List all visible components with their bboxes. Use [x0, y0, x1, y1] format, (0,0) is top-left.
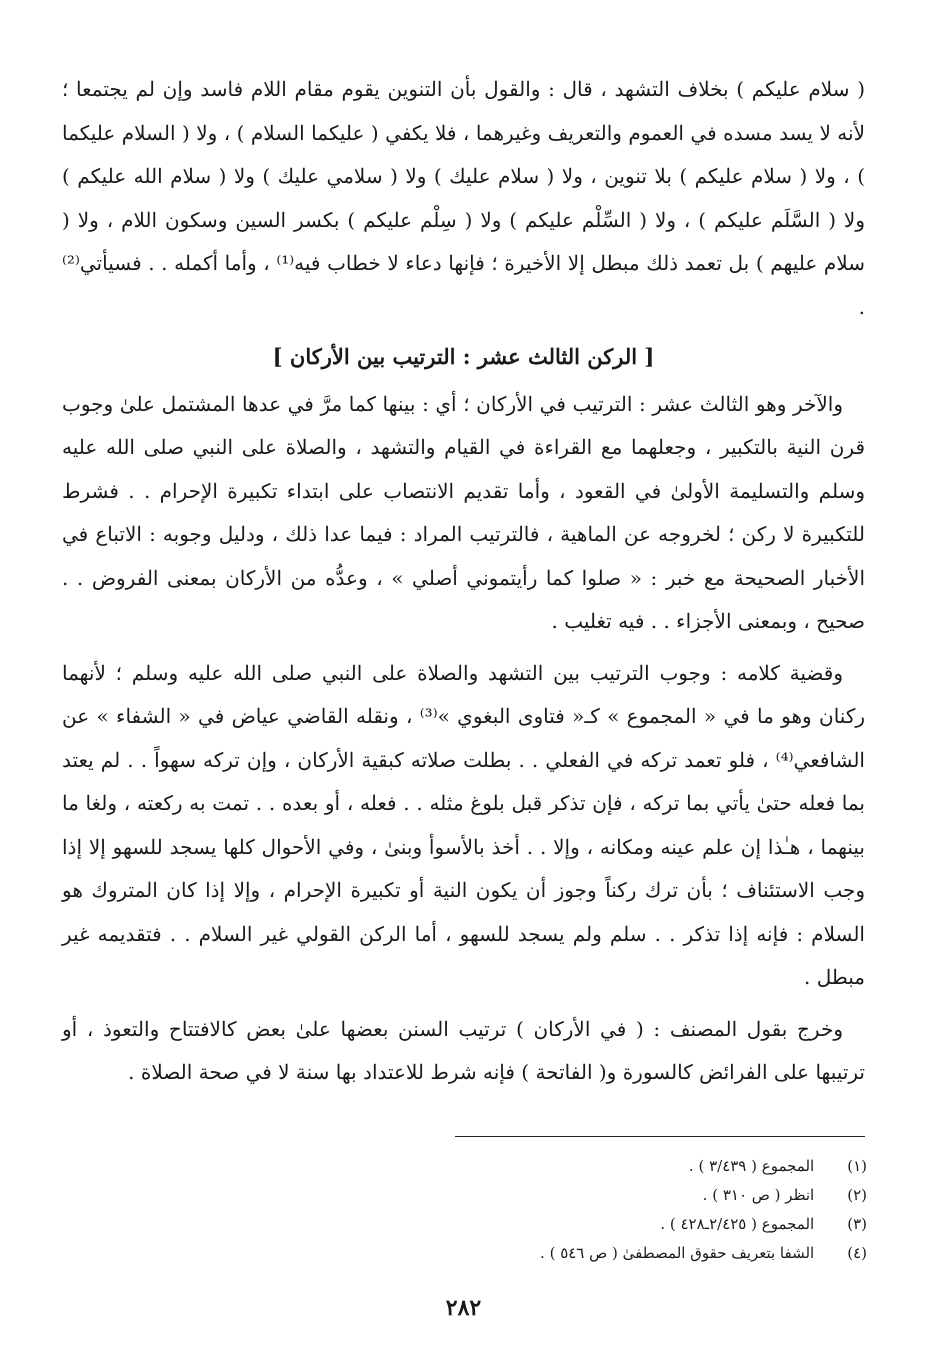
footnote-text: المجموع ( ٢/٤٢٥ـ٤٢٨ ) . [660, 1215, 815, 1233]
paragraph-salam: ( سلام عليكم ) بخلاف التشهد ، قال : والقول بأن التنوين يقوم مقام اللام فاسد وإن لم يجتمعا ؛ لأنه لا يسد مسده في العموم والتعريف وغيرهما ، فلا يكفي ( عليكما السلام ) ، ولا ( السلام عليكما ) ، ولا ( سلام عليكم ) بلا تنوين ، ولا ( سلام عليك ) ولا ( سلامي عليك ) ولا ( سلام الله عليكم ) ولا ( السَّلَم عليكم ) ، ولا ( السِّلْم عليكم ) ولا ( سِلْم عليكم ) بكسر السين وسكون اللام ، ولا ( سلام عليهم ) بل تعمد ذلك مبطل إلا الأخيرة ؛ فإنها دعاء لا خطاب فيه⁽¹⁾ ، وأما أكمله . . فسيأتي⁽²⁾ . [62, 77, 865, 319]
main-text-block [62, 68, 865, 1095]
page-number: ٢٨٢ [445, 1295, 482, 1321]
footnote-item [67, 1210, 867, 1239]
footnote-number: (٣) [847, 1215, 867, 1233]
footnote-item [67, 1152, 867, 1181]
footnote-item [67, 1239, 867, 1268]
paragraph-tartib: والآخر وهو الثالث عشر : الترتيب في الأركان ؛ أي : بينها كما مرَّ في عدها المشتمل علىٰ وجوب قرن النية بالتكبير ، وجعلهما مع القراءة في القيام والتشهد ، والصلاة على النبي صلى الله عليه وسلم والتسليمة الأولىٰ في القعود ، وأما تقديم الانتصاب على ابتداء تكبيرة الإحرام . . فشرط للتكبيرة لا ركن ؛ لخروجه عن الماهية ، فالترتيب المراد : فيما عدا ذلك ، ودليل وجوبه : الاتباع في الأخبار الصحيحة مع خبر : « صلوا كما رأيتموني أصلي » ، وعدُّه من الأركان بمعنى الفروض . . صحيح ، وبمعنى الأجزاء . . فيه تغليب . [62, 391, 865, 633]
paragraph-gap [62, 644, 865, 652]
paragraph-kharaja: وخرج بقول المصنف : ( في الأركان ) ترتيب السنن بعضها علىٰ بعض كالافتتاح والتعوذ ، أو ترتيبها على الفرائض كالسورة و( الفاتحة ) فإنه شرط للاعتداد بها سنة لا في صحة الصلاة . [62, 1016, 865, 1084]
footnote-text: المجموع ( ٣/٤٣٩ ) . [688, 1157, 815, 1175]
footnotes-list [67, 1152, 867, 1268]
footnote-item [67, 1181, 867, 1210]
footnote-text: انظر ( ص ٣١٠ ) . [702, 1186, 815, 1204]
footnote-number: (٤) [847, 1244, 867, 1262]
footnote-number: (١) [847, 1157, 867, 1175]
footnote-number: (٢) [847, 1186, 867, 1204]
footnote-text: الشفا بتعريف حقوق المصطفىٰ ( ص ٥٤٦ ) . [540, 1244, 815, 1262]
paragraph-gap [62, 1000, 865, 1008]
paragraph-qadiyya: وقضية كلامه : وجوب الترتيب بين التشهد والصلاة على النبي صلى الله عليه وسلم ؛ لأنهما ركنان وهو ما في « المجموع » كـ« فتاوى البغوي »⁽³⁾ ، ونقله القاضي عياض في « الشفاء » عن الشافعي⁽⁴⁾ ، فلو تعمد تركه في الفعلي . . بطلت صلاته كبقية الأركان ، وإن تركه سهواً . . لم يعتد بما فعله حتىٰ يأتي بما تركه ، فإن تذكر قبل بلوغ مثله . . فعله ، أو بعده . . تمت به ركعته ، ولغا ما بينهما ، هـٰذا إن علم عينه ومكانه ، وإلا . . أخذ بالأسوأ وبنىٰ ، وفي الأحوال كلها يسجد للسهو إلا إذا وجب الاستئناف ؛ بأن ترك ركناً وجوز أن يكون النية أو تكبيرة الإحرام ، وإلا إذا كان المتروك هو السلام : فإنه إذا تذكر . . سلم ولم يسجد للسهو ، أما الركن القولي غير السلام . . فتقديمه غير مبطل . [62, 660, 865, 989]
section-heading: [ الركن الثالث عشر : الترتيب بين الأركان ] [272, 344, 655, 369]
footnote-divider [455, 1136, 865, 1137]
